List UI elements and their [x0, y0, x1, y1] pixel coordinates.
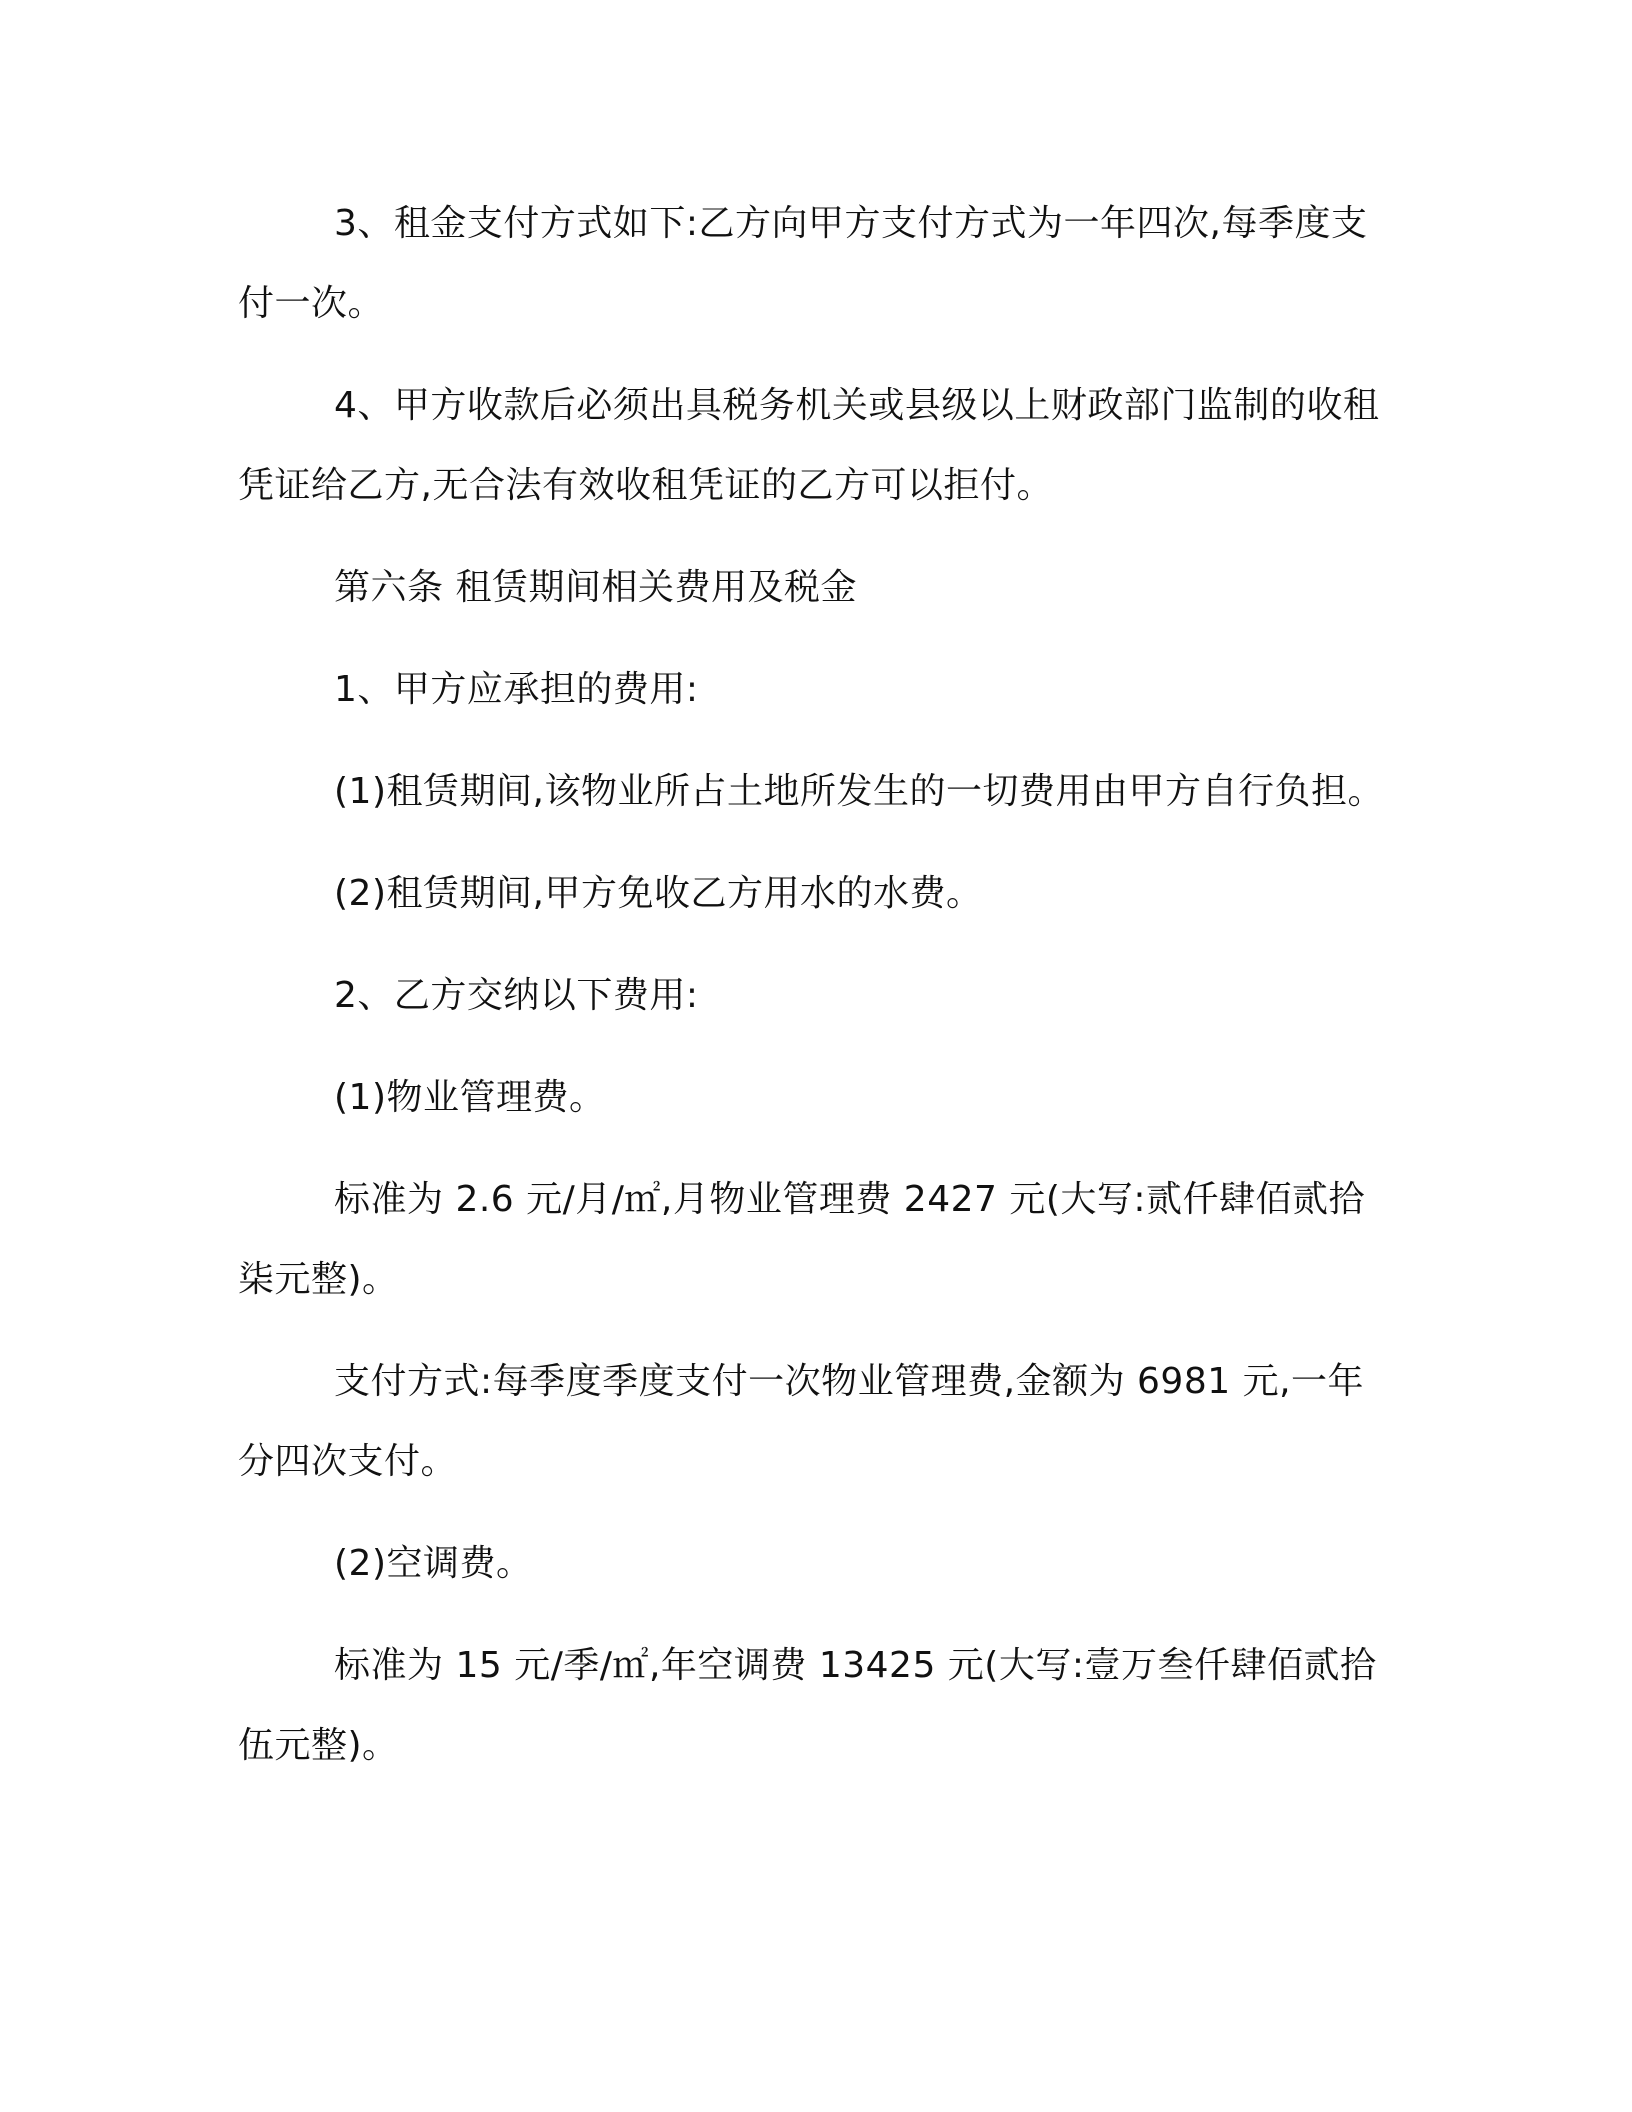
paragraph-water-fee: (2)租赁期间,甲方免收乙方用水的水费。 [334, 873, 983, 914]
paragraph-rent-payment-method: 3、租金支付方式如下:乙方向甲方支付方式为一年四次,每季度支付一次。 [238, 203, 1368, 324]
paragraph-management-fee-payment: 支付方式:每季度季度支付一次物业管理费,金额为 6981 元,一年分四次支付。 [238, 1361, 1365, 1482]
paragraph-party-a-costs: 1、甲方应承担的费用: [334, 669, 699, 710]
paragraph-rent-receipt: 4、甲方收款后必须出具税务机关或县级以上财政部门监制的收租凭证给乙方,无合法有效收租凭证的乙方可以拒付。 [238, 385, 1380, 506]
paragraph-property-management-fee: (1)物业管理费。 [334, 1077, 606, 1118]
paragraph-air-conditioning-fee: (2)空调费。 [334, 1543, 533, 1584]
paragraph-party-b-costs: 2、乙方交纳以下费用: [334, 975, 699, 1016]
document-body [238, 184, 1388, 1808]
paragraph-management-fee-standard: 标准为 2.6 元/月/㎡,月物业管理费 2427 元(大写:贰仟肆佰贰拾柒元整)。 [238, 1179, 1366, 1300]
paragraph-air-conditioning-standard: 标准为 15 元/季/㎡,年空调费 13425 元(大写:壹万叁仟肆佰贰拾伍元整)。 [238, 1645, 1377, 1766]
paragraph-land-costs: (1)租赁期间,该物业所占土地所发生的一切费用由甲方自行负担。 [334, 771, 1384, 812]
section-heading-article-6: 第六条 租赁期间相关费用及税金 [334, 567, 857, 608]
